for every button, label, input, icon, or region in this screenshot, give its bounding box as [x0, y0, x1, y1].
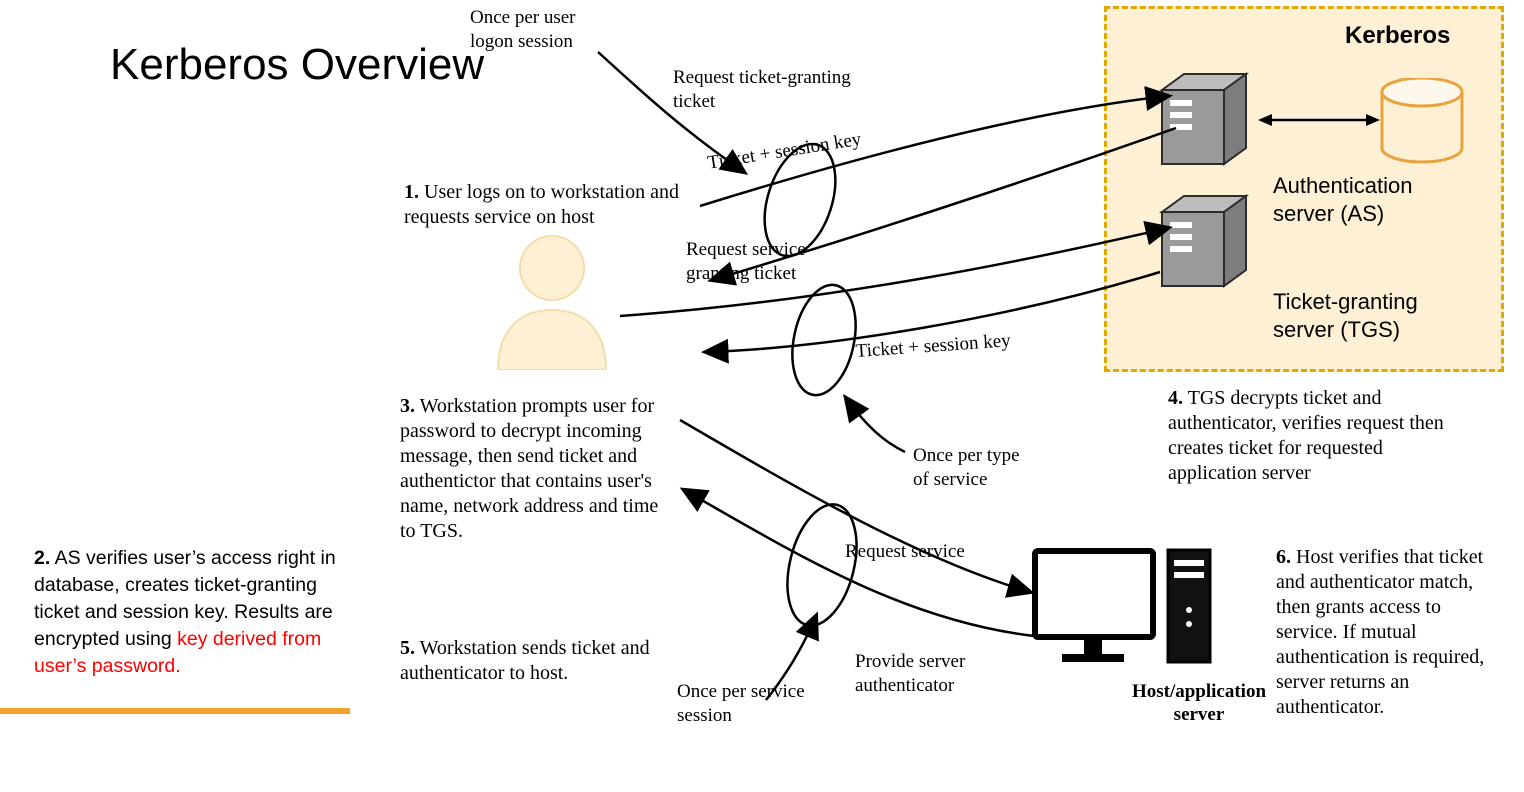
label-once-per-user-logon [470, 6, 600, 54]
step-3-text: Workstation prompts user for password to decrypt incoming message, then send ticket and authentictor that contains user's name, network address and time to TGS. [400, 395, 659, 542]
step-3-note [400, 394, 660, 544]
label-once-per-service-line2: session [677, 705, 732, 726]
step-6-text: Host verifies that ticket and authenticator match, then grants access to service. If mutual authentication is required, server returns an authenticator. [1276, 546, 1485, 718]
step-4-text: TGS decrypts ticket and authenticator, verifies request then creates ticket for requested application server [1168, 387, 1444, 484]
step-1-text: User logs on to workstation and requests service on host [404, 181, 679, 228]
step-2-number: 2. [34, 547, 51, 569]
host-label-line1: Host/application [1131, 681, 1267, 702]
step-2-note [34, 545, 344, 680]
label-ticket-session-key-2: Ticket + session key [855, 330, 1012, 362]
step-4-note [1168, 386, 1468, 486]
label-once-per-service-line1: Once per service [677, 681, 805, 702]
step-5-note [400, 636, 650, 686]
label-request-sgt-line2: granting ticket [686, 263, 797, 284]
step-2-text: AS verifies user’s access right in database, creates ticket-granting ticket and session key. Results are encrypted using [34, 547, 336, 650]
label-once-per-service-session [677, 680, 817, 728]
label-request-service: Request service [845, 541, 965, 562]
label-once-per-type-line1: Once per type [913, 445, 1020, 466]
label-provide-server-authenticator [855, 650, 1045, 698]
label-once-per-user-logon-line2: logon session [470, 31, 573, 52]
step-4-number: 4. [1168, 387, 1183, 409]
page-title: Kerberos Overview [110, 40, 485, 89]
label-ticket-session-key-1: Ticket + session key [706, 128, 863, 174]
label-request-ticket-granting-ticket [673, 66, 883, 114]
label-request-tgt-line1: Request ticket-granting [673, 67, 851, 88]
label-once-per-type-of-service [913, 444, 1043, 492]
label-request-sgt-line1: Request service- [686, 239, 813, 260]
step-2-highlight-underline [0, 708, 350, 714]
as-label-line2: server (AS) [1273, 201, 1385, 226]
step-6-note [1276, 545, 1506, 720]
label-request-service-granting-ticket [686, 238, 866, 286]
label-request-tgt-line2: ticket [673, 91, 716, 112]
step-3-number: 3. [400, 395, 415, 417]
tgs-label-line1: Ticket-granting [1273, 289, 1418, 314]
label-provide-server-auth-line1: Provide server [855, 651, 966, 672]
label-provide-server-auth-line2: authenticator [855, 675, 955, 696]
step-5-number: 5. [400, 637, 415, 659]
step-1-number: 1. [404, 181, 419, 203]
kerberos-region-title: Kerberos [1345, 22, 1451, 49]
tgs-label-line2: server (TGS) [1273, 317, 1401, 342]
step-1-note [404, 180, 704, 230]
step-6-number: 6. [1276, 546, 1291, 568]
label-once-per-user-logon-line1: Once per user [470, 7, 576, 28]
as-label-line1: Authentication [1273, 173, 1413, 198]
step-2-highlight: key derived from user’s password. [34, 628, 322, 677]
step-5-text: Workstation sends ticket and authenticator to host. [400, 637, 650, 684]
label-once-per-type-line2: of service [913, 469, 988, 490]
host-label-line2: server [1173, 704, 1225, 725]
